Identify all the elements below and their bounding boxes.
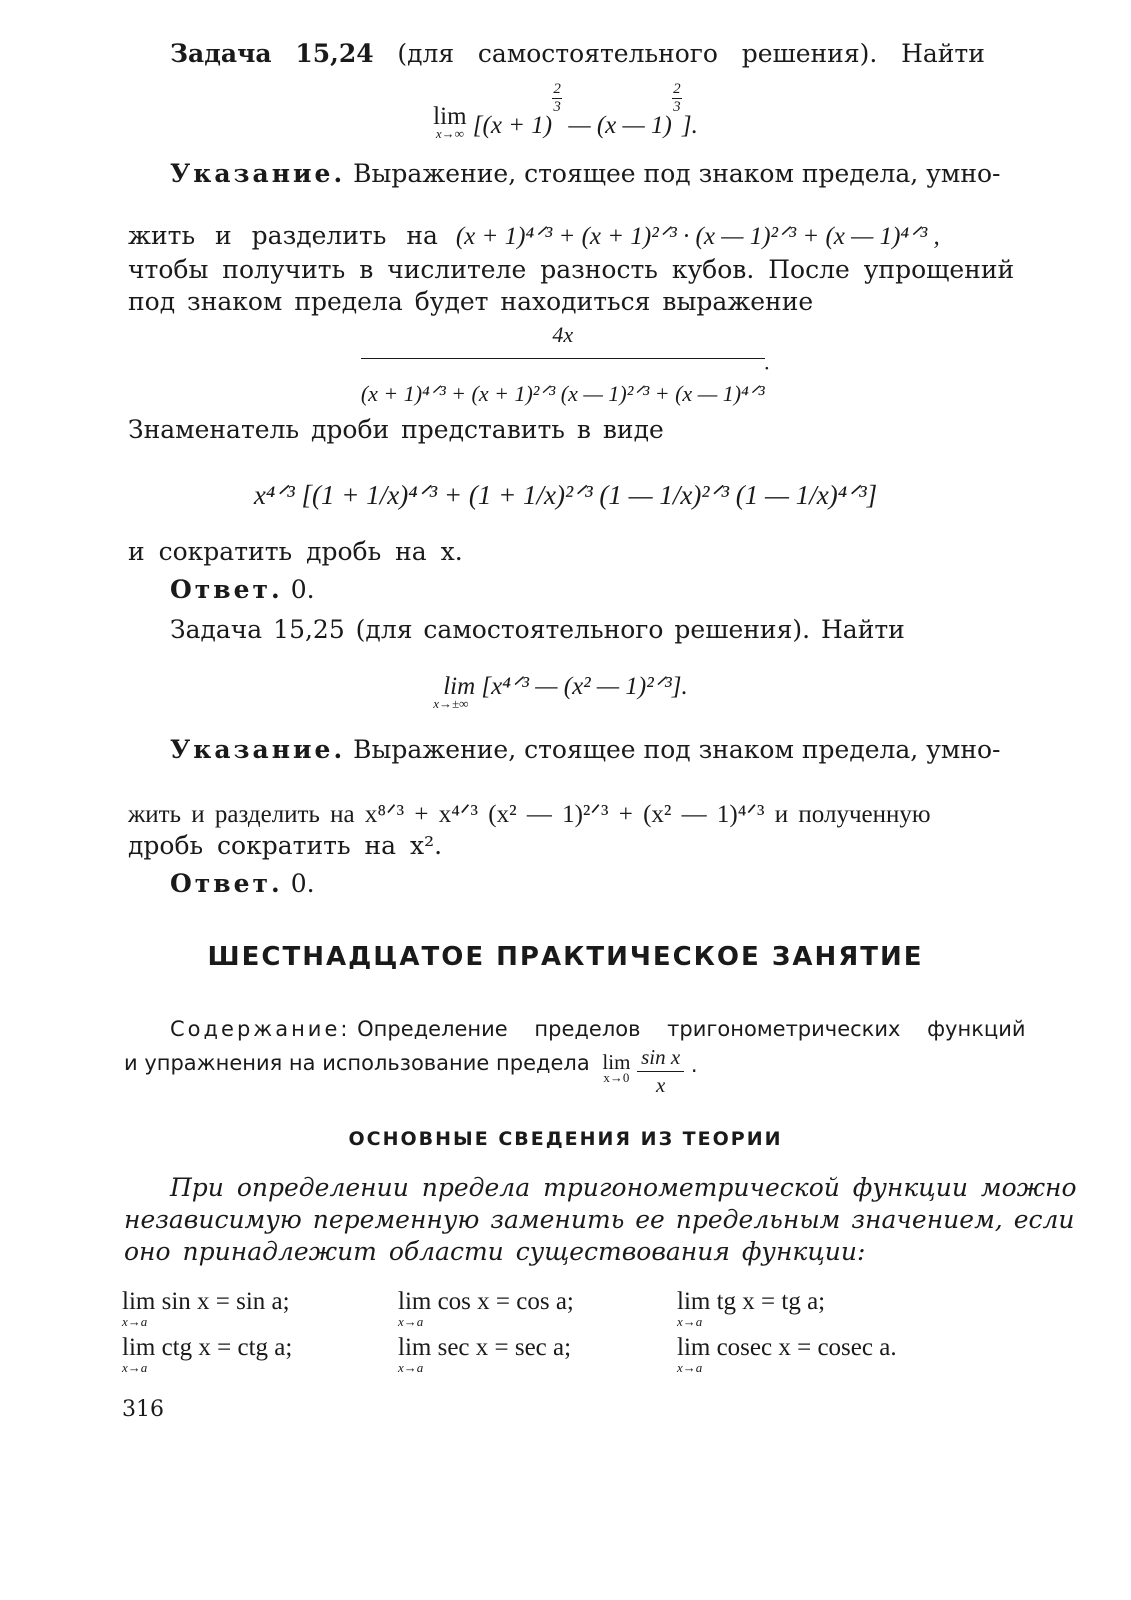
answer-value: 0. bbox=[290, 575, 315, 604]
hint-15-24-line3 bbox=[128, 255, 1015, 284]
expr-part-c: ]. bbox=[681, 112, 698, 139]
theory-title: ОСНОВНЫЕ СВЕДЕНИЯ ИЗ ТЕОРИИ bbox=[348, 1128, 783, 1150]
formula-tg bbox=[677, 1288, 825, 1330]
theory-text: независимую переменную заменить ее предельным значением, если bbox=[124, 1205, 1075, 1234]
lim-subscript: x→±∞ bbox=[433, 696, 469, 711]
problem-15-25-title bbox=[170, 616, 905, 644]
frac-num: sin x bbox=[637, 1046, 684, 1072]
expr-part-a: [(x + 1) bbox=[472, 112, 553, 139]
contents-lim bbox=[602, 1052, 630, 1084]
fraction-numerator: 4x bbox=[361, 322, 765, 359]
formula-sub: x→a bbox=[677, 1360, 703, 1375]
hint-15-25-line1 bbox=[170, 735, 1001, 764]
answer-label: Ответ. bbox=[170, 575, 283, 604]
contents-line1 bbox=[170, 1017, 1026, 1041]
lim-operator bbox=[433, 673, 688, 711]
problem-title-text: Задача 15,25 (для самостоятельного решения). Найти bbox=[170, 615, 905, 644]
lim-text: lim bbox=[433, 103, 467, 130]
exp-num: 2 bbox=[553, 81, 561, 97]
exp-den: 3 bbox=[553, 99, 561, 115]
exp-den: 3 bbox=[673, 99, 681, 115]
formula-sub: x→a bbox=[398, 1360, 424, 1375]
lim-subscript: x→0 bbox=[603, 1070, 630, 1085]
formula-sec bbox=[398, 1334, 571, 1376]
section-title: ШЕСТНАДЦАТОЕ ПРАКТИЧЕСКОЕ ЗАНЯТИЕ bbox=[207, 942, 924, 972]
problem-lead: Задача bbox=[170, 39, 272, 68]
fraction bbox=[361, 322, 765, 407]
hint-text: Выражение, стоящее под знаком предела, умно- bbox=[353, 159, 1001, 188]
answer-value: 0. bbox=[290, 869, 315, 898]
formula-text: lim sin x = sin a; bbox=[122, 1288, 290, 1315]
hint-text: дробь сократить на x². bbox=[128, 831, 443, 860]
paren-mid: самостоятельного bbox=[477, 39, 718, 68]
answer-15-24 bbox=[170, 576, 315, 604]
formula-text: lim cos x = cos a; bbox=[398, 1288, 574, 1315]
problem-15-24-title bbox=[170, 40, 985, 68]
hint-label: Указание. bbox=[170, 735, 346, 764]
formula-cos bbox=[398, 1288, 574, 1330]
formula-ctg bbox=[122, 1334, 292, 1376]
contents-text: Определение пределов тригонометрических функций bbox=[357, 1017, 1026, 1041]
theory-text: оно принадлежит области существования функции: bbox=[124, 1237, 866, 1266]
lim-operator bbox=[433, 104, 466, 140]
hint-text: жить и разделить на bbox=[128, 221, 438, 250]
frac-den: x bbox=[656, 1073, 666, 1098]
exp-num: 2 bbox=[673, 81, 681, 97]
paren-open: (для bbox=[397, 39, 455, 68]
theory-text: При определении предела тригонометрической функции можно bbox=[170, 1173, 1077, 1202]
answer-15-25 bbox=[170, 870, 315, 898]
reduce-sentence: и сократить дробь на x. bbox=[128, 537, 463, 566]
formula-text: lim tg x = tg a; bbox=[677, 1288, 826, 1315]
find-word: Найти bbox=[901, 39, 985, 68]
theory-line3 bbox=[124, 1238, 865, 1266]
formula-text: lim ctg x = ctg a; bbox=[122, 1334, 293, 1361]
formula-sub: x→a bbox=[677, 1314, 703, 1329]
limit-formula-15-24 bbox=[0, 82, 1131, 140]
limit-expression: lim [x⁴ᐟ³ — (x² — 1)²ᐟ³]. bbox=[443, 673, 688, 700]
formula-text: lim sec x = sec a; bbox=[398, 1334, 572, 1361]
denominator-text bbox=[128, 416, 664, 444]
denom-form-text: x⁴ᐟ³ [(1 + 1/x)⁴ᐟ³ + (1 + 1/x)²ᐟ³ (1 — 1/x)²ᐟ³ (1 — 1/x)⁴ᐟ³] bbox=[253, 480, 878, 510]
hint-15-24-line4 bbox=[128, 288, 988, 316]
exponent bbox=[672, 82, 682, 115]
contents-text: и упражнения на использование предела bbox=[124, 1051, 590, 1075]
hint-15-25-line3 bbox=[128, 832, 442, 860]
formula-sub: x→a bbox=[398, 1314, 424, 1329]
expr-part-b: — (x — 1) bbox=[562, 112, 672, 139]
page-number: 316 bbox=[122, 1397, 164, 1422]
theory-line1 bbox=[170, 1174, 1077, 1202]
formula-sin bbox=[122, 1288, 290, 1330]
fraction-denominator: (x + 1)⁴ᐟ³ + (x + 1)²ᐟ³ (x — 1)²ᐟ³ + (x — 1)⁴ᐟ³ bbox=[360, 381, 765, 406]
problem-number: 15,24 bbox=[295, 39, 374, 68]
hint-text: под знаком предела будет находиться выражение bbox=[128, 287, 814, 316]
contents-label: Содержание: bbox=[170, 1017, 351, 1041]
hint-text: чтобы получить в числителе разность кубов. После упрощений bbox=[128, 255, 1015, 284]
hint-15-25-line2 bbox=[128, 800, 931, 829]
paren-close: решения). bbox=[741, 39, 878, 68]
hint-15-24-line1 bbox=[170, 159, 1001, 188]
lim-text: lim bbox=[602, 1050, 631, 1074]
denom-text: Знаменатель дроби представить в виде bbox=[128, 415, 664, 444]
formula-sub: x→a bbox=[122, 1360, 148, 1375]
hint-text: жить и разделить на x⁸ᐟ³ + x⁴ᐟ³ (x² — 1)²ᐟ³ + (x² — 1)⁴ᐟ³ и полученную bbox=[128, 801, 931, 828]
denominator-form bbox=[0, 480, 1131, 511]
lim-subscript: x→∞ bbox=[435, 126, 464, 141]
fraction-expression: $\frac{4x}{\text{(x + 1)⁴ᐟ³ + (x + 1)²ᐟ³ (x — 1)²ᐟ³ + (x — 1)⁴ᐟ³}}$ . bbox=[360, 322, 771, 406]
answer-label: Ответ. bbox=[170, 869, 283, 898]
contents-line2: и упражнения на использование предела lim x→0 $\frac{\text{sin x}}{x}$ . bbox=[124, 1045, 698, 1098]
theory-line2 bbox=[124, 1206, 1075, 1234]
formula-sub: x→a bbox=[122, 1314, 148, 1329]
sinx-over-x bbox=[637, 1046, 684, 1097]
hint-15-24-line2 bbox=[128, 222, 988, 251]
exponent bbox=[552, 82, 562, 115]
limit-formula-15-25 bbox=[0, 674, 1131, 710]
hint-math: (x + 1)⁴ᐟ³ + (x + 1)²ᐟ³ · (x — 1)²ᐟ³ + (x — 1)⁴ᐟ³ , bbox=[455, 223, 940, 250]
reduce-text bbox=[128, 538, 463, 566]
formula-cosec bbox=[677, 1334, 897, 1376]
hint-label: Указание. bbox=[170, 159, 346, 188]
hint-text: Выражение, стоящее под знаком предела, умно- bbox=[353, 735, 1001, 764]
formula-text: lim cosec x = cosec a. bbox=[677, 1334, 897, 1361]
